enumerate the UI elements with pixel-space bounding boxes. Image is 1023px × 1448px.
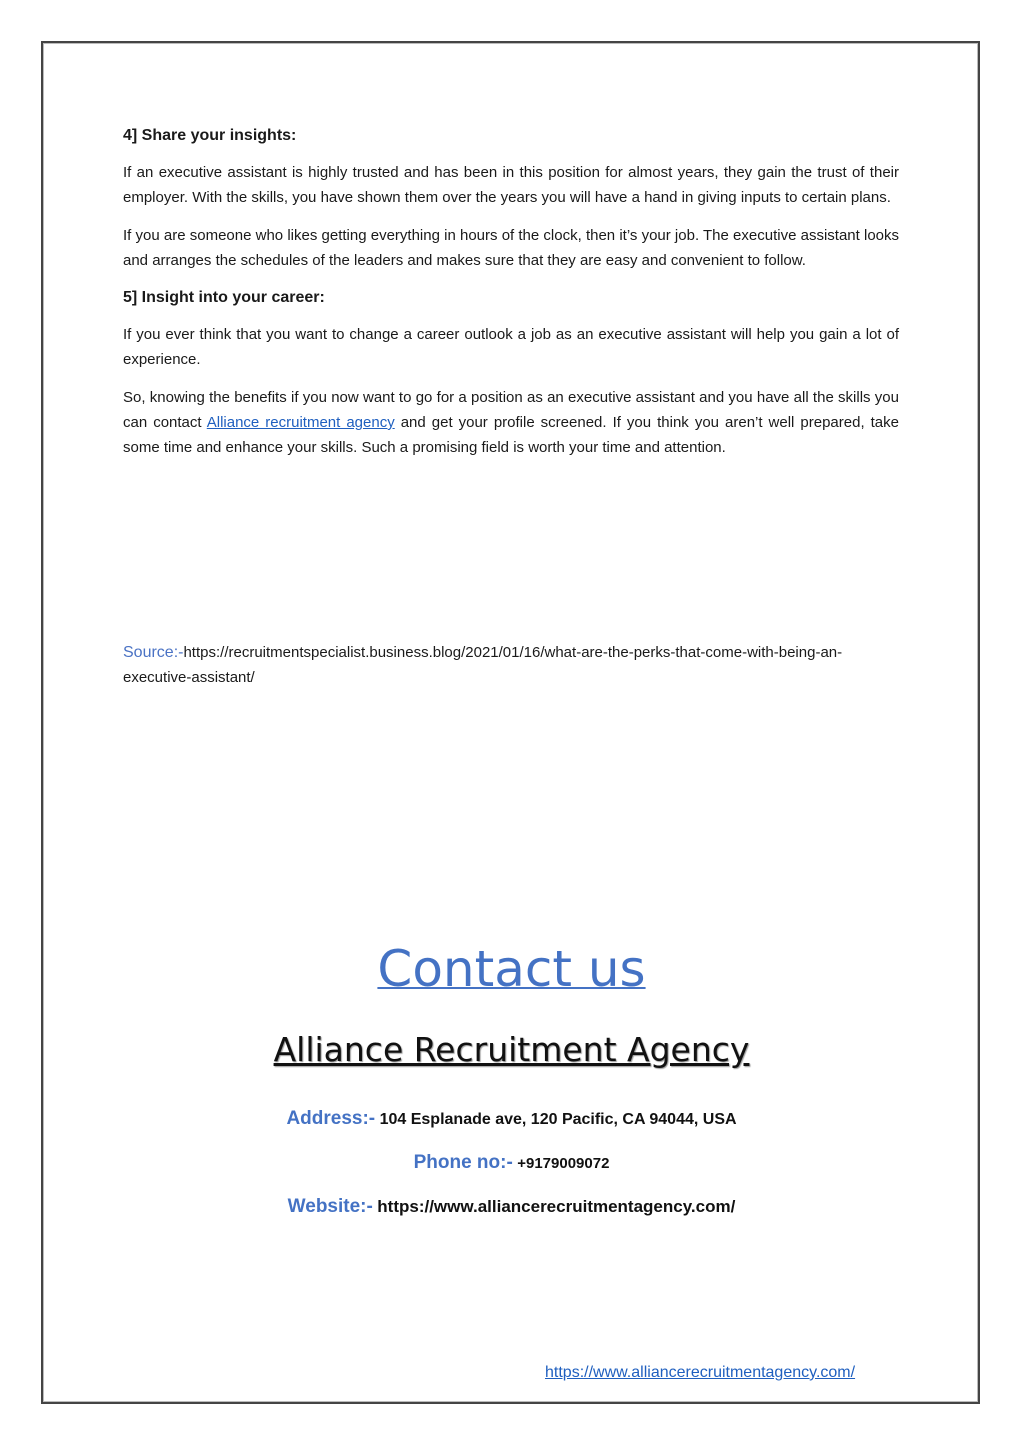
section-4-paragraph-1: If an executive assistant is highly trusted and has been in this position for almost years, they gain the trust of their employer. With the skills, you have shown them over the years you will have a hand in giving inputs to certain plans. (123, 164, 899, 206)
article-body (123, 124, 899, 473)
agency-name-heading[interactable]: Alliance Recruitment Agency (273, 1030, 750, 1069)
website-label: Website:- (287, 1196, 373, 1217)
address-label: Address:- (286, 1108, 376, 1129)
website-value[interactable]: https://www.alliancerecruitmentagency.com/ (377, 1197, 736, 1216)
section-4-paragraph-2: If you are someone who likes getting everything in hours of the clock, then it’s your job. The executive assistant looks and arranges the schedules of the leaders and makes sure that they are easy and convenient to follow. (123, 227, 899, 269)
phone-value: +9179009072 (517, 1155, 610, 1172)
address-line (0, 1108, 1023, 1130)
contact-us-heading[interactable]: Contact us (377, 940, 646, 998)
source-url: https://recruitmentspecialist.business.blog/2021/01/16/what-are-the-perks-that-come-with-being-an-executive-assistant/ (123, 644, 843, 686)
section-5-heading: 5] Insight into your career: (123, 289, 325, 306)
section-5-paragraph-2 (123, 385, 899, 460)
footer-website-link[interactable]: https://www.alliancerecruitmentagency.com/ (545, 1364, 856, 1381)
section-4-heading: 4] Share your insights: (123, 127, 297, 144)
phone-line (0, 1152, 1023, 1174)
paragraph-text-after-link: and get your profile screened. If you think you aren’t well prepared, take some time and enhance your skills. Such a promising field is worth your time and attention. (123, 414, 899, 456)
source-label: Source:- (123, 644, 184, 661)
phone-label: Phone no:- (413, 1152, 513, 1173)
source-citation (123, 640, 899, 690)
website-line (0, 1196, 1023, 1218)
alliance-agency-inline-link[interactable]: Alliance recruitment agency (206, 414, 395, 431)
address-value: 104 Esplanade ave, 120 Pacific, CA 94044, USA (379, 1111, 737, 1128)
paragraph-text-before-link: So, knowing the benefits if you now want to go for a position as an executive assistant and you have all the skills you can contact (123, 389, 899, 431)
section-5-paragraph-1: If you ever think that you want to change a career outlook a job as an executive assistant will help you gain a lot of experience. (123, 326, 899, 368)
